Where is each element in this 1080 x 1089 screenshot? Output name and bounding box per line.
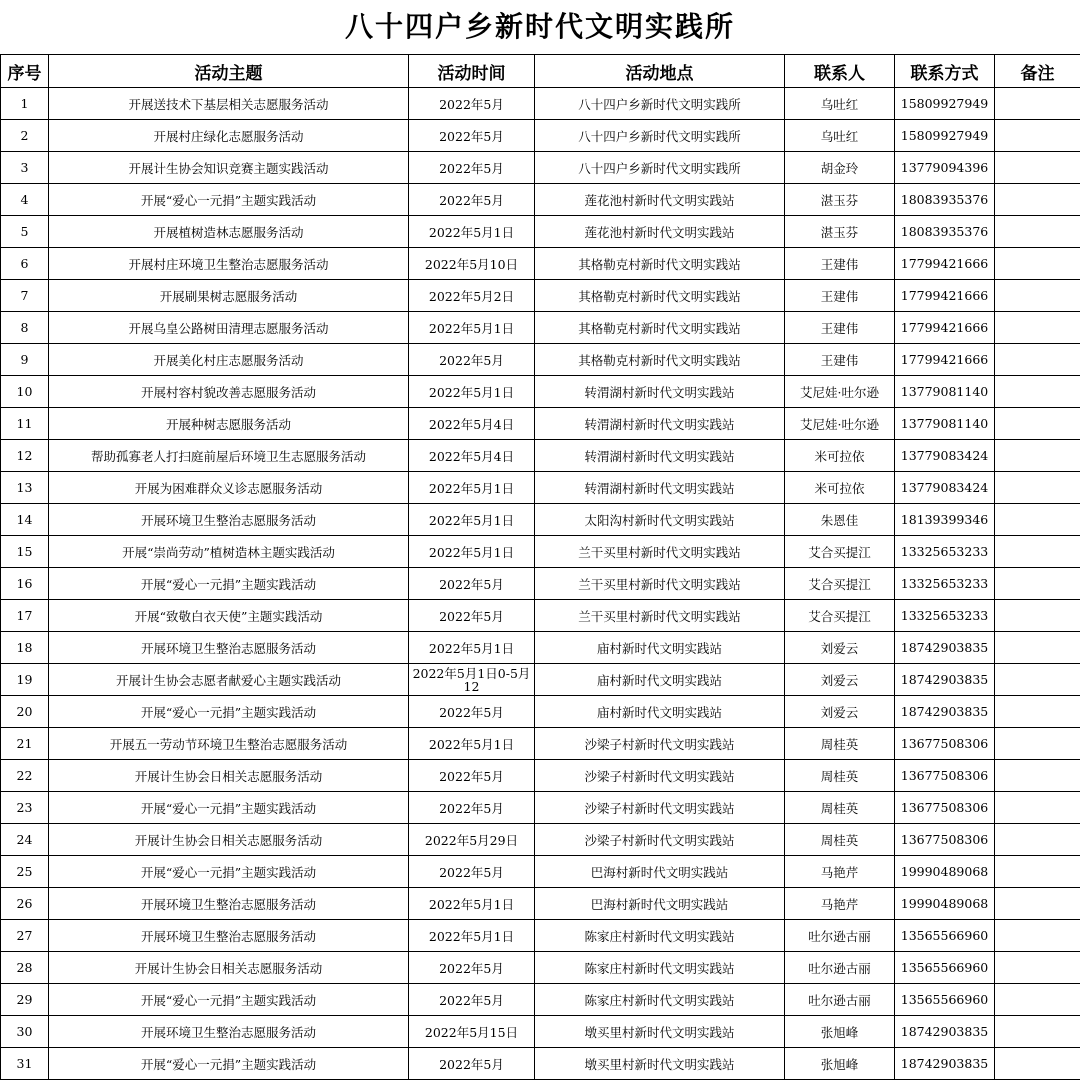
- cell-location: 沙梁子村新时代文明实践站: [535, 824, 785, 856]
- cell-topic: 开展村容村貌改善志愿服务活动: [49, 376, 409, 408]
- cell-time: 2022年5月10日: [409, 248, 535, 280]
- cell-topic: 开展计生协会志愿者献爱心主题实践活动: [49, 664, 409, 696]
- cell-contact: 米可拉依: [785, 472, 895, 504]
- cell-time: 2022年5月1日: [409, 888, 535, 920]
- cell-remark: [995, 472, 1080, 504]
- table-row: [1, 984, 1080, 1016]
- cell-index: 15: [1, 536, 49, 568]
- table-row: [1, 536, 1080, 568]
- cell-phone: 13677508306: [895, 792, 995, 824]
- cell-phone: 13779081140: [895, 376, 995, 408]
- cell-time: 2022年5月: [409, 1048, 535, 1080]
- cell-location: 墩买里村新时代文明实践站: [535, 1016, 785, 1048]
- cell-topic: 开展计生协会日相关志愿服务活动: [49, 760, 409, 792]
- cell-remark: [995, 312, 1080, 344]
- table-row: [1, 760, 1080, 792]
- cell-location: 沙梁子村新时代文明实践站: [535, 792, 785, 824]
- cell-topic: 开展计生协会日相关志愿服务活动: [49, 952, 409, 984]
- table-row: [1, 600, 1080, 632]
- page-title: 八十四户乡新时代文明实践所: [344, 10, 735, 43]
- cell-contact: 吐尔逊古丽: [785, 952, 895, 984]
- cell-remark: [995, 696, 1080, 728]
- table-row: [1, 280, 1080, 312]
- col-header-topic: 活动主题: [49, 55, 409, 88]
- cell-contact: 湛玉芬: [785, 184, 895, 216]
- cell-location: 转渭湖村新时代文明实践站: [535, 472, 785, 504]
- cell-topic: 开展为困难群众义诊志愿服务活动: [49, 472, 409, 504]
- cell-index: 22: [1, 760, 49, 792]
- cell-index: 4: [1, 184, 49, 216]
- cell-topic: 开展“爱心一元捐”主题实践活动: [49, 568, 409, 600]
- cell-remark: [995, 376, 1080, 408]
- cell-location: 莲花池村新时代文明实践站: [535, 184, 785, 216]
- table-row: [1, 152, 1080, 184]
- cell-time: 2022年5月: [409, 344, 535, 376]
- activity-table: [0, 54, 1080, 1080]
- cell-index: 30: [1, 1016, 49, 1048]
- cell-contact: 马艳芹: [785, 888, 895, 920]
- cell-topic: 开展计生协会日相关志愿服务活动: [49, 824, 409, 856]
- cell-time: 2022年5月1日: [409, 632, 535, 664]
- cell-remark: [995, 792, 1080, 824]
- cell-remark: [995, 728, 1080, 760]
- cell-topic: 开展环境卫生整治志愿服务活动: [49, 920, 409, 952]
- cell-time: 2022年5月4日: [409, 408, 535, 440]
- cell-time: 2022年5月1日: [409, 728, 535, 760]
- table-row: [1, 408, 1080, 440]
- cell-topic: 开展村庄环境卫生整治志愿服务活动: [49, 248, 409, 280]
- cell-phone: 13677508306: [895, 760, 995, 792]
- cell-index: 13: [1, 472, 49, 504]
- cell-topic: 开展环境卫生整治志愿服务活动: [49, 888, 409, 920]
- cell-location: 八十四户乡新时代文明实践所: [535, 152, 785, 184]
- cell-remark: [995, 568, 1080, 600]
- col-header-contact: 联系人: [785, 55, 895, 88]
- cell-topic: 开展植树造林志愿服务活动: [49, 216, 409, 248]
- cell-topic: 开展村庄绿化志愿服务活动: [49, 120, 409, 152]
- cell-phone: 15809927949: [895, 120, 995, 152]
- cell-remark: [995, 856, 1080, 888]
- cell-contact: 周桂英: [785, 792, 895, 824]
- table-row: [1, 248, 1080, 280]
- cell-index: 23: [1, 792, 49, 824]
- cell-remark: [995, 120, 1080, 152]
- cell-index: 27: [1, 920, 49, 952]
- cell-time: 2022年5月: [409, 88, 535, 120]
- cell-location: 其格勒克村新时代文明实践站: [535, 344, 785, 376]
- cell-phone: 15809927949: [895, 88, 995, 120]
- cell-remark: [995, 1048, 1080, 1080]
- cell-remark: [995, 440, 1080, 472]
- cell-phone: 13779081140: [895, 408, 995, 440]
- cell-time: 2022年5月1日: [409, 472, 535, 504]
- cell-index: 31: [1, 1048, 49, 1080]
- cell-index: 6: [1, 248, 49, 280]
- cell-remark: [995, 184, 1080, 216]
- cell-contact: 吐尔逊古丽: [785, 920, 895, 952]
- cell-phone: 18742903835: [895, 632, 995, 664]
- cell-location: 巴海村新时代文明实践站: [535, 888, 785, 920]
- cell-remark: [995, 1016, 1080, 1048]
- table-row: [1, 856, 1080, 888]
- table-row: [1, 952, 1080, 984]
- table-row: [1, 1048, 1080, 1080]
- cell-contact: 王建伟: [785, 280, 895, 312]
- cell-index: 18: [1, 632, 49, 664]
- cell-location: 八十四户乡新时代文明实践所: [535, 88, 785, 120]
- cell-phone: 18742903835: [895, 696, 995, 728]
- cell-phone: 13565566960: [895, 984, 995, 1016]
- cell-phone: 17799421666: [895, 344, 995, 376]
- cell-contact: 湛玉芬: [785, 216, 895, 248]
- cell-time: 2022年5月1日: [409, 216, 535, 248]
- cell-phone: 18742903835: [895, 1016, 995, 1048]
- cell-time: 2022年5月1日: [409, 536, 535, 568]
- cell-index: 28: [1, 952, 49, 984]
- cell-topic: 开展“爱心一元捐”主题实践活动: [49, 984, 409, 1016]
- table-row: [1, 728, 1080, 760]
- cell-contact: 王建伟: [785, 344, 895, 376]
- cell-index: 20: [1, 696, 49, 728]
- cell-contact: 张旭峰: [785, 1016, 895, 1048]
- cell-location: 巴海村新时代文明实践站: [535, 856, 785, 888]
- cell-phone: 17799421666: [895, 280, 995, 312]
- cell-contact: 王建伟: [785, 312, 895, 344]
- cell-phone: 18742903835: [895, 664, 995, 696]
- cell-topic: 开展“爱心一元捐”主题实践活动: [49, 1048, 409, 1080]
- cell-contact: 胡金玲: [785, 152, 895, 184]
- cell-phone: 13677508306: [895, 728, 995, 760]
- cell-remark: [995, 504, 1080, 536]
- cell-location: 其格勒克村新时代文明实践站: [535, 280, 785, 312]
- table-row: [1, 120, 1080, 152]
- cell-time: 2022年5月: [409, 184, 535, 216]
- cell-phone: 18139399346: [895, 504, 995, 536]
- cell-topic: 开展环境卫生整治志愿服务活动: [49, 504, 409, 536]
- cell-location: 太阳沟村新时代文明实践站: [535, 504, 785, 536]
- cell-location: 沙梁子村新时代文明实践站: [535, 760, 785, 792]
- cell-remark: [995, 760, 1080, 792]
- cell-location: 莲花池村新时代文明实践站: [535, 216, 785, 248]
- cell-remark: [995, 984, 1080, 1016]
- cell-index: 5: [1, 216, 49, 248]
- cell-remark: [995, 824, 1080, 856]
- cell-phone: 18083935376: [895, 216, 995, 248]
- table-row: [1, 632, 1080, 664]
- cell-topic: 开展“爱心一元捐”主题实践活动: [49, 184, 409, 216]
- cell-location: 庙村新时代文明实践站: [535, 632, 785, 664]
- cell-contact: 朱恩佳: [785, 504, 895, 536]
- cell-contact: 艾尼娃·吐尔逊: [785, 408, 895, 440]
- cell-index: 16: [1, 568, 49, 600]
- cell-time: 2022年5月: [409, 792, 535, 824]
- cell-remark: [995, 664, 1080, 696]
- cell-location: 庙村新时代文明实践站: [535, 664, 785, 696]
- cell-index: 8: [1, 312, 49, 344]
- cell-contact: 周桂英: [785, 728, 895, 760]
- cell-index: 24: [1, 824, 49, 856]
- cell-index: 10: [1, 376, 49, 408]
- cell-topic: 开展“爱心一元捐”主题实践活动: [49, 696, 409, 728]
- cell-contact: 艾尼娃·吐尔逊: [785, 376, 895, 408]
- cell-remark: [995, 88, 1080, 120]
- cell-topic: 开展“崇尚劳动”植树造林主题实践活动: [49, 536, 409, 568]
- table-row: [1, 184, 1080, 216]
- cell-time: 2022年5月: [409, 952, 535, 984]
- cell-remark: [995, 408, 1080, 440]
- cell-contact: 艾合买提江: [785, 568, 895, 600]
- cell-time: 2022年5月1日: [409, 920, 535, 952]
- cell-time: 2022年5月1日: [409, 312, 535, 344]
- cell-remark: [995, 152, 1080, 184]
- cell-remark: [995, 216, 1080, 248]
- cell-contact: 王建伟: [785, 248, 895, 280]
- cell-index: 26: [1, 888, 49, 920]
- cell-index: 1: [1, 88, 49, 120]
- cell-contact: 艾合买提江: [785, 600, 895, 632]
- cell-topic: 开展环境卫生整治志愿服务活动: [49, 632, 409, 664]
- cell-index: 11: [1, 408, 49, 440]
- cell-contact: 刘爱云: [785, 632, 895, 664]
- cell-topic: 开展计生协会知识竞赛主题实践活动: [49, 152, 409, 184]
- cell-phone: 13779083424: [895, 440, 995, 472]
- cell-phone: 13325653233: [895, 568, 995, 600]
- col-header-index: 序号: [1, 55, 49, 88]
- cell-index: 12: [1, 440, 49, 472]
- table-row: [1, 440, 1080, 472]
- cell-index: 25: [1, 856, 49, 888]
- cell-phone: 13565566960: [895, 920, 995, 952]
- table-row: [1, 792, 1080, 824]
- cell-remark: [995, 920, 1080, 952]
- cell-location: 兰干买里村新时代文明实践站: [535, 536, 785, 568]
- cell-contact: 艾合买提江: [785, 536, 895, 568]
- cell-location: 转渭湖村新时代文明实践站: [535, 440, 785, 472]
- cell-contact: 刘爱云: [785, 696, 895, 728]
- cell-index: 2: [1, 120, 49, 152]
- cell-time: 2022年5月2日: [409, 280, 535, 312]
- cell-topic: 开展五一劳动节环境卫生整治志愿服务活动: [49, 728, 409, 760]
- cell-remark: [995, 632, 1080, 664]
- cell-time: 2022年5月: [409, 120, 535, 152]
- cell-time: 2022年5月29日: [409, 824, 535, 856]
- cell-contact: 米可拉依: [785, 440, 895, 472]
- cell-location: 其格勒克村新时代文明实践站: [535, 248, 785, 280]
- cell-time: 2022年5月: [409, 760, 535, 792]
- cell-index: 7: [1, 280, 49, 312]
- cell-contact: 张旭峰: [785, 1048, 895, 1080]
- cell-phone: 18083935376: [895, 184, 995, 216]
- cell-remark: [995, 600, 1080, 632]
- cell-location: 其格勒克村新时代文明实践站: [535, 312, 785, 344]
- cell-phone: 17799421666: [895, 248, 995, 280]
- header-row: [1, 55, 1080, 88]
- cell-phone: 13325653233: [895, 536, 995, 568]
- table-row: [1, 664, 1080, 696]
- cell-phone: 13779094396: [895, 152, 995, 184]
- cell-index: 21: [1, 728, 49, 760]
- cell-phone: 19990489068: [895, 888, 995, 920]
- table-row: [1, 824, 1080, 856]
- cell-index: 17: [1, 600, 49, 632]
- cell-remark: [995, 952, 1080, 984]
- cell-phone: 13677508306: [895, 824, 995, 856]
- cell-phone: 13325653233: [895, 600, 995, 632]
- cell-topic: 开展“爱心一元捐”主题实践活动: [49, 856, 409, 888]
- table-row: [1, 888, 1080, 920]
- cell-location: 兰干买里村新时代文明实践站: [535, 600, 785, 632]
- cell-topic: 开展“爱心一元捐”主题实践活动: [49, 792, 409, 824]
- cell-phone: 13565566960: [895, 952, 995, 984]
- table-row: [1, 920, 1080, 952]
- cell-topic: 开展“致敬白衣天使”主题实践活动: [49, 600, 409, 632]
- cell-phone: 17799421666: [895, 312, 995, 344]
- cell-index: 9: [1, 344, 49, 376]
- cell-topic: 开展刷果树志愿服务活动: [49, 280, 409, 312]
- cell-remark: [995, 248, 1080, 280]
- cell-location: 兰干买里村新时代文明实践站: [535, 568, 785, 600]
- table-row: [1, 472, 1080, 504]
- cell-topic: 开展美化村庄志愿服务活动: [49, 344, 409, 376]
- table-row: [1, 216, 1080, 248]
- cell-index: 14: [1, 504, 49, 536]
- cell-remark: [995, 888, 1080, 920]
- cell-location: 墩买里村新时代文明实践站: [535, 1048, 785, 1080]
- cell-location: 陈家庄村新时代文明实践站: [535, 952, 785, 984]
- cell-topic: 开展乌皇公路树田清理志愿服务活动: [49, 312, 409, 344]
- table-row: [1, 88, 1080, 120]
- cell-location: 庙村新时代文明实践站: [535, 696, 785, 728]
- cell-index: 3: [1, 152, 49, 184]
- cell-remark: [995, 344, 1080, 376]
- cell-time: 2022年5月1日: [409, 376, 535, 408]
- cell-contact: 马艳芹: [785, 856, 895, 888]
- table-row: [1, 312, 1080, 344]
- cell-time: 2022年5月1日0-5月12: [409, 664, 535, 696]
- cell-remark: [995, 280, 1080, 312]
- table-row: [1, 696, 1080, 728]
- table-row: [1, 376, 1080, 408]
- cell-index: 29: [1, 984, 49, 1016]
- cell-topic: 开展种树志愿服务活动: [49, 408, 409, 440]
- cell-location: 转渭湖村新时代文明实践站: [535, 376, 785, 408]
- cell-time: 2022年5月: [409, 984, 535, 1016]
- cell-location: 沙梁子村新时代文明实践站: [535, 728, 785, 760]
- cell-time: 2022年5月1日: [409, 504, 535, 536]
- cell-location: 转渭湖村新时代文明实践站: [535, 408, 785, 440]
- table-row: [1, 568, 1080, 600]
- cell-remark: [995, 536, 1080, 568]
- cell-phone: 18742903835: [895, 1048, 995, 1080]
- cell-time: 2022年5月: [409, 696, 535, 728]
- cell-location: 陈家庄村新时代文明实践站: [535, 984, 785, 1016]
- cell-location: 八十四户乡新时代文明实践所: [535, 120, 785, 152]
- cell-location: 陈家庄村新时代文明实践站: [535, 920, 785, 952]
- cell-contact: 吐尔逊古丽: [785, 984, 895, 1016]
- table-row: [1, 1016, 1080, 1048]
- cell-contact: 周桂英: [785, 824, 895, 856]
- cell-contact: 乌吐红: [785, 88, 895, 120]
- table-row: [1, 504, 1080, 536]
- cell-contact: 刘爱云: [785, 664, 895, 696]
- cell-time: 2022年5月: [409, 152, 535, 184]
- col-header-time: 活动时间: [409, 55, 535, 88]
- cell-time: 2022年5月: [409, 568, 535, 600]
- cell-contact: 周桂英: [785, 760, 895, 792]
- cell-time: 2022年5月15日: [409, 1016, 535, 1048]
- cell-time: 2022年5月: [409, 856, 535, 888]
- cell-index: 19: [1, 664, 49, 696]
- cell-contact: 乌吐红: [785, 120, 895, 152]
- col-header-location: 活动地点: [535, 55, 785, 88]
- cell-topic: 开展送技术下基层相关志愿服务活动: [49, 88, 409, 120]
- cell-time: 2022年5月: [409, 600, 535, 632]
- cell-phone: 19990489068: [895, 856, 995, 888]
- col-header-phone: 联系方式: [895, 55, 995, 88]
- cell-time: 2022年5月4日: [409, 440, 535, 472]
- table-row: [1, 344, 1080, 376]
- col-header-remark: 备注: [995, 55, 1080, 88]
- cell-phone: 13779083424: [895, 472, 995, 504]
- cell-topic: 开展环境卫生整治志愿服务活动: [49, 1016, 409, 1048]
- cell-topic: 帮助孤寡老人打扫庭前屋后环境卫生志愿服务活动: [49, 440, 409, 472]
